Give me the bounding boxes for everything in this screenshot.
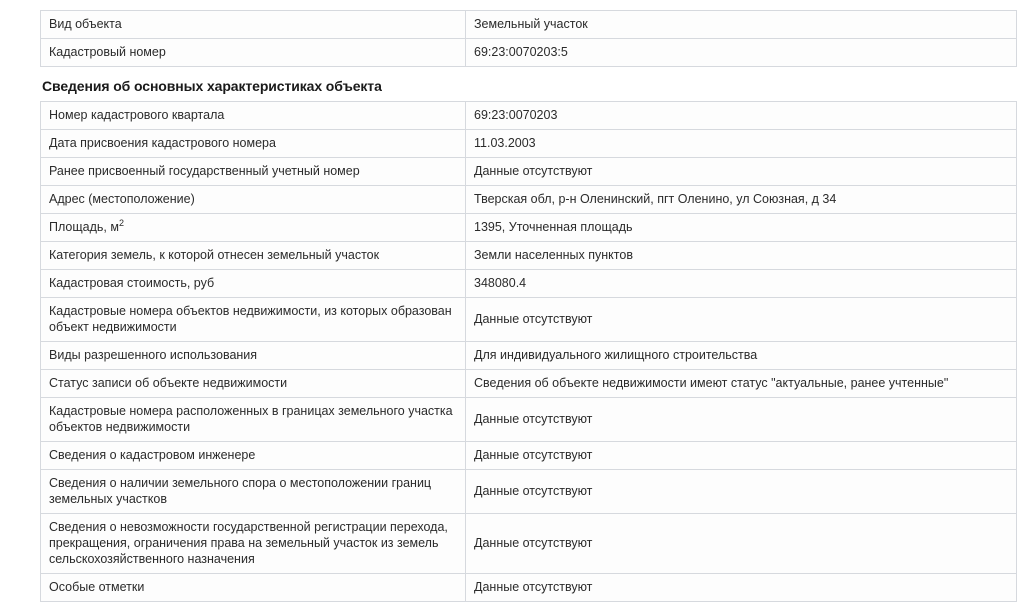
row-value: Тверская обл, р-н Оленинский, пгт Оленино, ул Союзная, д 34: [466, 186, 1017, 214]
row-label: Кадастровые номера объектов недвижимости, из которых образован объект недвижимости: [41, 298, 466, 342]
table-row: [41, 11, 1017, 39]
row-value: Земельный участок: [466, 11, 1017, 39]
row-label: Сведения о невозможности государственной регистрации перехода, прекращения, ограничения права на земельный участок из земель сельскохозяйственного назначения: [41, 514, 466, 574]
row-label: Кадастровые номера расположенных в границах земельного участка объектов недвижимости: [41, 398, 466, 442]
table-row: [41, 574, 1017, 602]
row-value: Данные отсутствуют: [466, 398, 1017, 442]
row-value: 11.03.2003: [466, 130, 1017, 158]
main-characteristics-table: [40, 101, 1017, 602]
row-label: Номер кадастрового квартала: [41, 102, 466, 130]
row-value: Данные отсутствуют: [466, 514, 1017, 574]
row-label: Сведения о наличии земельного спора о местоположении границ земельных участков: [41, 470, 466, 514]
row-label: Дата присвоения кадастрового номера: [41, 130, 466, 158]
row-label: Кадастровая стоимость, руб: [41, 270, 466, 298]
row-value: 348080.4: [466, 270, 1017, 298]
table-row: [41, 242, 1017, 270]
row-value: Данные отсутствуют: [466, 298, 1017, 342]
table-row: [41, 470, 1017, 514]
main-table-body: [41, 102, 1017, 602]
row-value: Данные отсутствуют: [466, 574, 1017, 602]
row-label: Категория земель, к которой отнесен земельный участок: [41, 242, 466, 270]
row-label: Вид объекта: [41, 11, 466, 39]
row-label: Виды разрешенного использования: [41, 342, 466, 370]
row-label: Адрес (местоположение): [41, 186, 466, 214]
table-row: [41, 514, 1017, 574]
section-heading: Сведения об основных характеристиках объекта: [42, 78, 382, 94]
table-row: [41, 298, 1017, 342]
table-row: [41, 342, 1017, 370]
row-value: Данные отсутствуют: [466, 158, 1017, 186]
row-label: [41, 214, 466, 242]
row-label: Статус записи об объекте недвижимости: [41, 370, 466, 398]
table-row: [41, 270, 1017, 298]
table-row: [41, 442, 1017, 470]
row-label: Сведения о кадастровом инженере: [41, 442, 466, 470]
row-label: Ранее присвоенный государственный учетный номер: [41, 158, 466, 186]
header-table: [40, 10, 1017, 67]
row-label: Особые отметки: [41, 574, 466, 602]
row-label: Кадастровый номер: [41, 39, 466, 67]
table-row: [41, 370, 1017, 398]
table-row: [41, 158, 1017, 186]
table-row: [41, 186, 1017, 214]
table-row: [41, 39, 1017, 67]
row-value: Данные отсутствуют: [466, 470, 1017, 514]
row-value: Земли населенных пунктов: [466, 242, 1017, 270]
row-value: Для индивидуального жилищного строительства: [466, 342, 1017, 370]
table-row: [41, 214, 1017, 242]
row-value: Данные отсутствуют: [466, 442, 1017, 470]
header-table-body: [41, 11, 1017, 67]
row-value: 69:23:0070203:5: [466, 39, 1017, 67]
row-value: 1395, Уточненная площадь: [466, 214, 1017, 242]
row-value: Сведения об объекте недвижимости имеют статус "актуальные, ранее учтенные": [466, 370, 1017, 398]
table-row: [41, 130, 1017, 158]
table-row: [41, 398, 1017, 442]
row-value: 69:23:0070203: [466, 102, 1017, 130]
superscript-2: 2: [118, 217, 124, 228]
row-label-text: Площадь, $м^2$: [49, 217, 124, 234]
table-row: [41, 102, 1017, 130]
